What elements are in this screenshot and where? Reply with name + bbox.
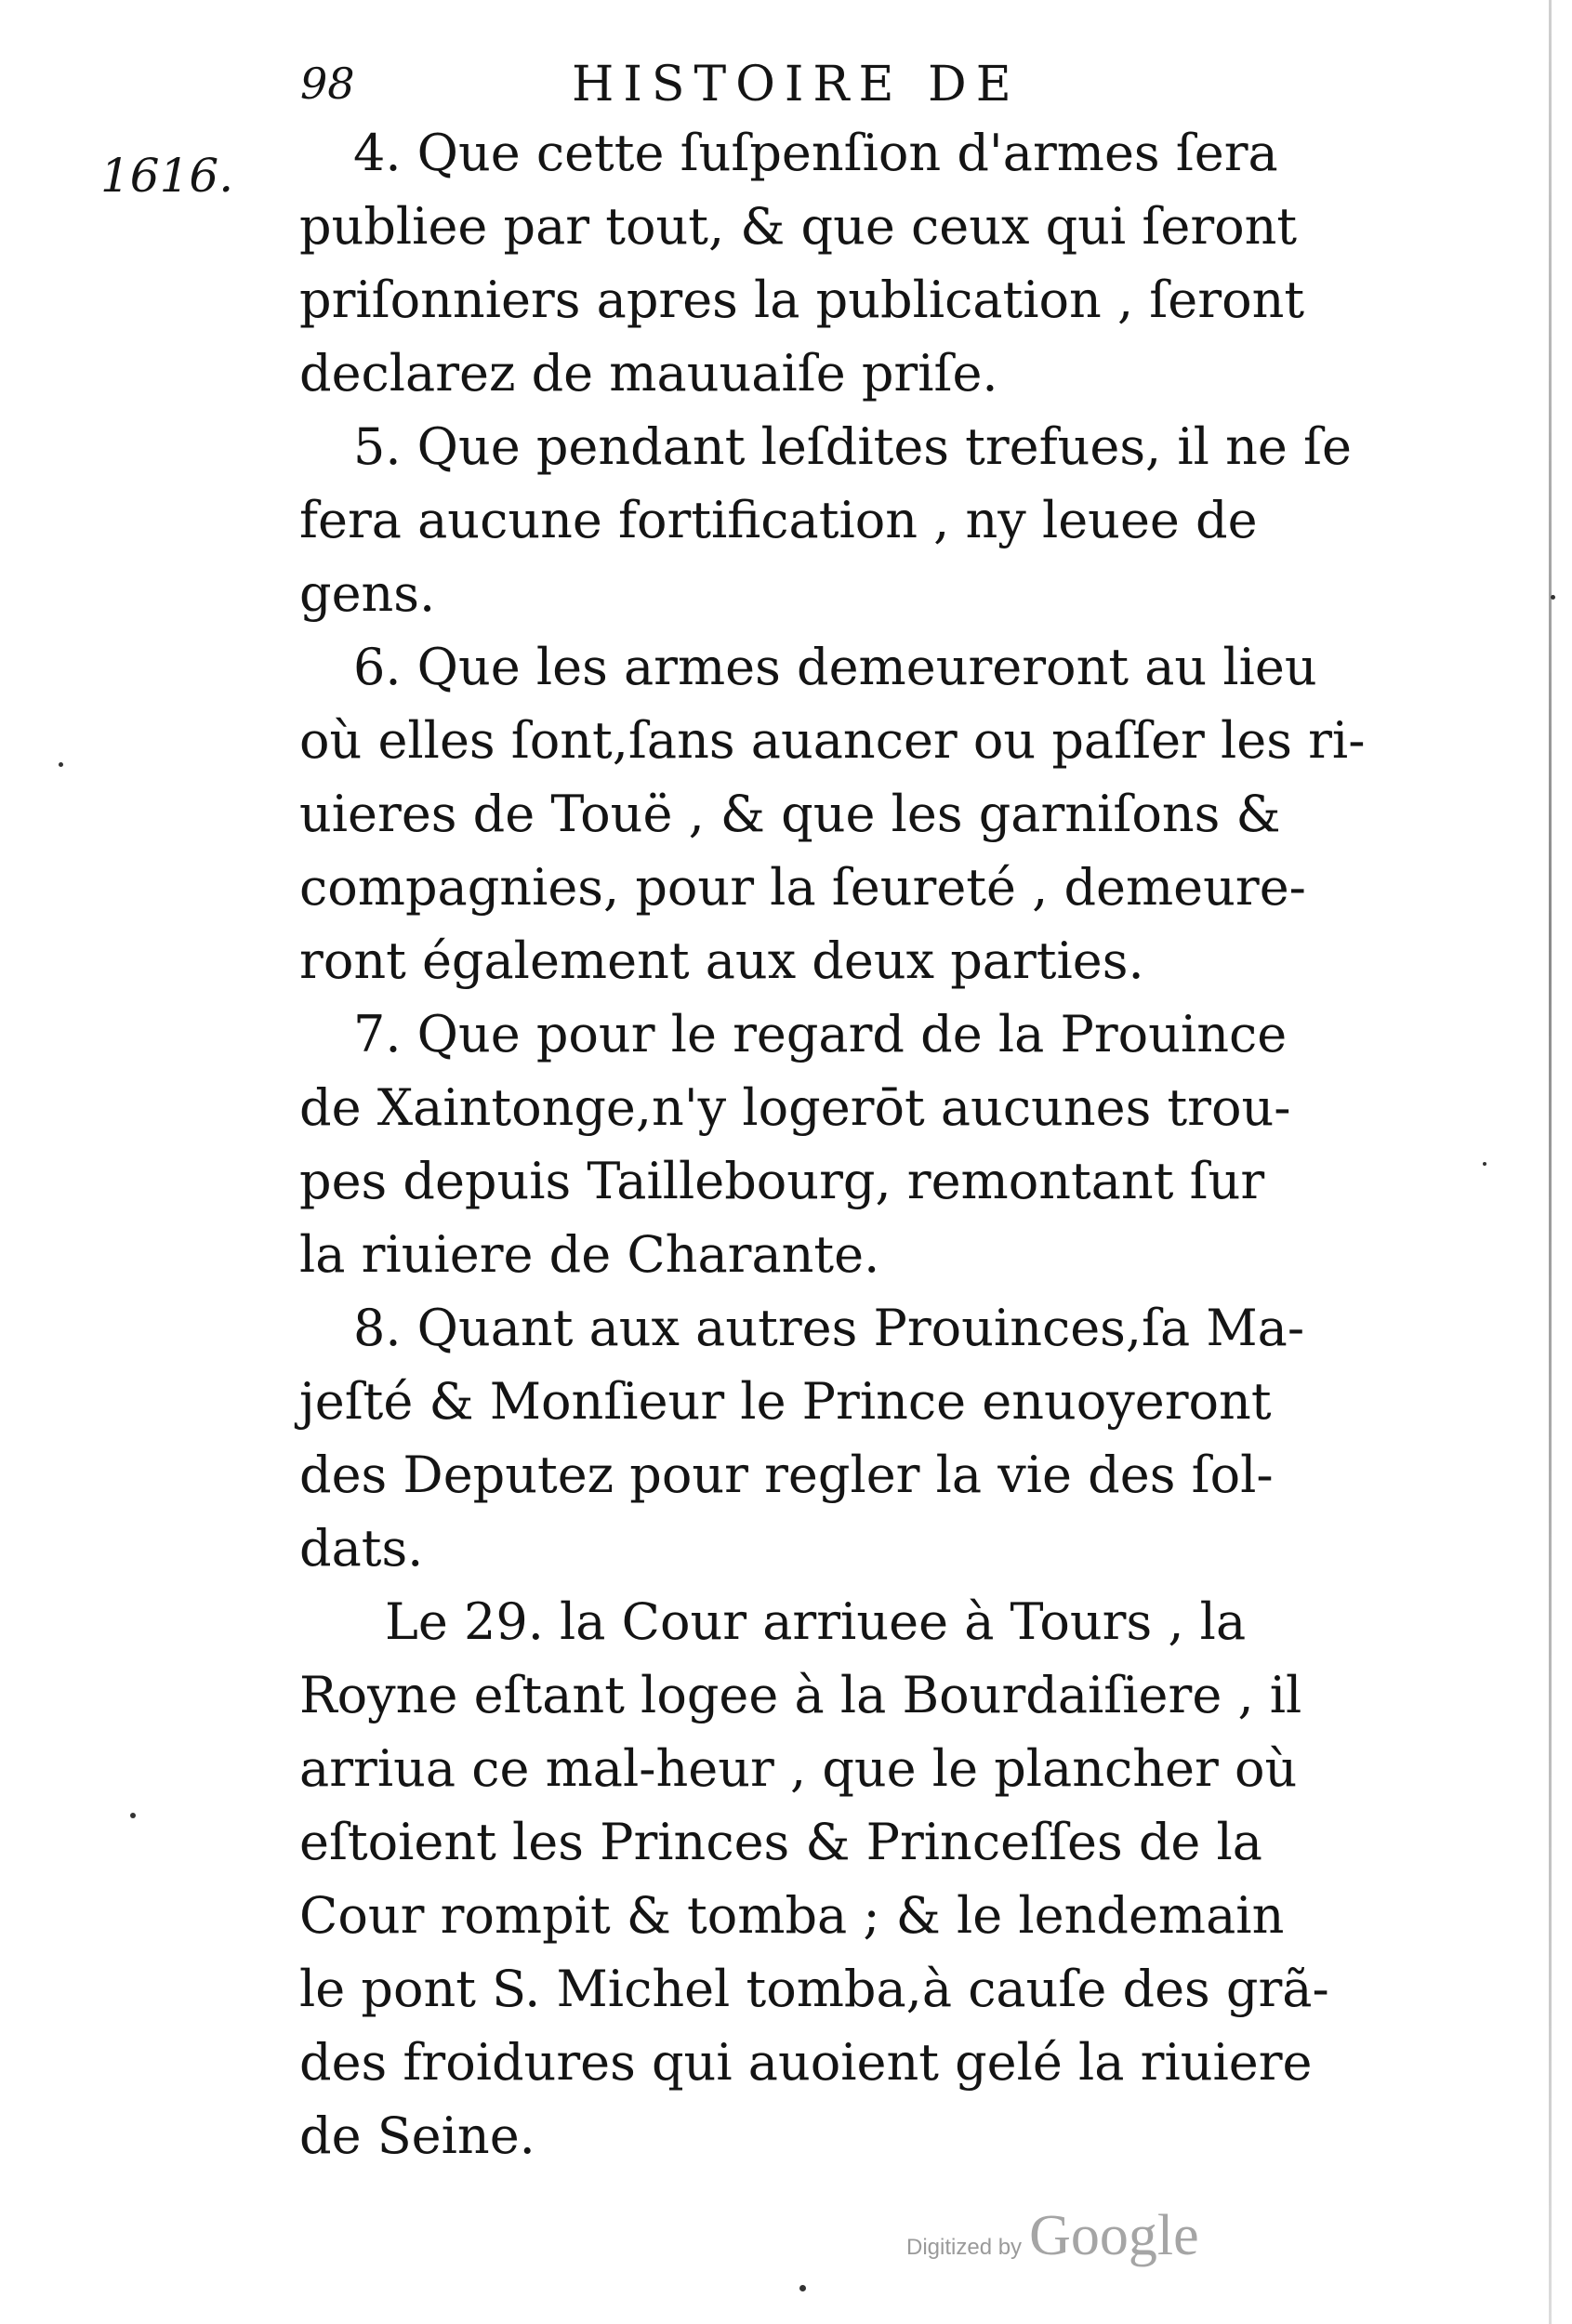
- text-line: 6. Que les armes demeureront au lieu: [353, 638, 1317, 696]
- text-line: fera aucune fortification , ny leuee de: [299, 491, 1258, 549]
- text-line: 7. Que pour le regard de la Prouince: [353, 1005, 1288, 1063]
- text-line: priſonniers apres la publication , ſeront: [299, 271, 1305, 329]
- text-line: Royne eſtant logee à la Bourdaiſiere , il: [299, 1666, 1302, 1724]
- ink-speck: [1551, 595, 1555, 600]
- text-line: des Deputez pour regler la vie des ſol-: [299, 1446, 1274, 1504]
- text-line: 5. Que pendant leſdites trefues, il ne ſe: [353, 417, 1352, 476]
- page-edge-shadow: [1549, 0, 1552, 2324]
- ink-speck: [59, 762, 63, 767]
- text-line: des froidures qui auoient gelé la riuiere: [299, 2033, 1313, 2092]
- text-line: Le 29. la Cour arriuee à Tours , la: [385, 1592, 1247, 1651]
- text-line: compagnies, pour la ſeureté , demeure-: [299, 858, 1306, 917]
- ink-speck: [130, 1813, 136, 1818]
- text-line: 8. Quant aux autres Prouinces,ſa Ma-: [353, 1299, 1305, 1357]
- ink-speck: [799, 2285, 806, 2291]
- page-header: [293, 51, 1325, 125]
- ink-speck: [1483, 1162, 1486, 1166]
- text-line: eſtoient les Princes & Princeſſes de la: [299, 1813, 1262, 1871]
- text-line: publiee par tout, & que ceux qui ſeront: [299, 197, 1298, 256]
- body-text: [299, 116, 1366, 2172]
- digitized-by-label: Digitized by: [906, 2235, 1023, 2260]
- text-line: où elles ſont,ſans auancer ou paſſer les ri-: [299, 711, 1366, 770]
- page-number: 98: [300, 59, 355, 109]
- margin-year-note: 1616.: [100, 149, 234, 203]
- text-line: jeſté & Monſieur le Prince enuoyeront: [299, 1372, 1272, 1431]
- google-logo: Google: [1029, 2204, 1199, 2267]
- text-line: la riuiere de Charante.: [299, 1225, 880, 1284]
- text-line: arriua ce mal-heur , que le plancher où: [299, 1739, 1298, 1798]
- text-line: 4. Que cette ſuſpenſion d'armes ſera: [353, 124, 1278, 182]
- text-line: gens.: [299, 564, 436, 623]
- text-line: pes depuis Taillebourg, remontant ſur: [299, 1152, 1265, 1210]
- text-line: dats.: [299, 1519, 424, 1578]
- text-line: de Xaintonge,n'y logerōt aucunes trou-: [299, 1078, 1291, 1137]
- text-line: declarez de mauuaiſe priſe.: [299, 344, 998, 403]
- google-watermark: [906, 2203, 1199, 2278]
- text-line: le pont S. Michel tomba,à cauſe des grã-: [299, 1960, 1329, 2018]
- text-line: de Seine.: [299, 2106, 535, 2165]
- text-line: Cour rompit & tomba ; & le lendemain: [299, 1886, 1285, 1945]
- running-title: HISTOIRE DE: [572, 57, 1021, 112]
- text-line: uieres de Touë , & que les garniſons &: [299, 785, 1281, 843]
- text-line: ront également aux deux parties.: [299, 931, 1144, 990]
